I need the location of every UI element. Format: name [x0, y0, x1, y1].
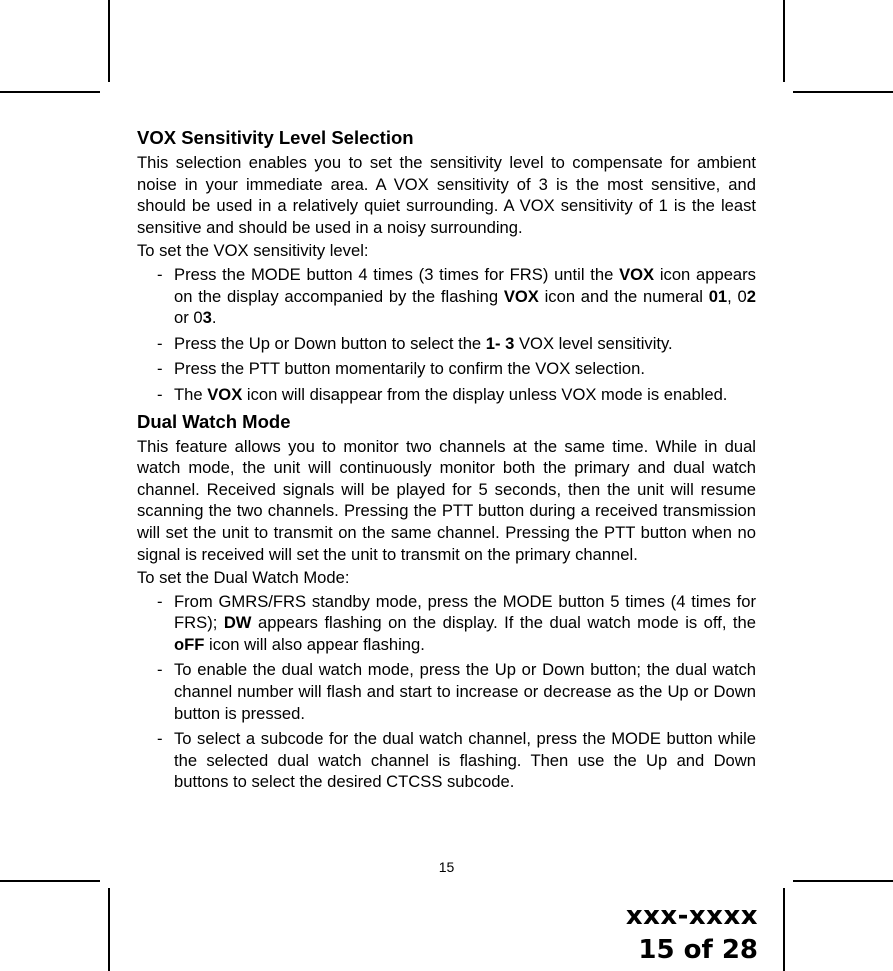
- list-item: - To enable the dual watch mode, press the Up or Down button; the dual watch channel number will flash and start to increase or decrease as the Up or Down button is pressed.: [157, 660, 756, 723]
- list-item: - Press the Up or Down button to select the 1- 3 VOX level sensitivity.: [157, 333, 673, 353]
- list-item: - Press the MODE button 4 times (3 times for FRS) until the VOX icon appears on the display accompanied by the flashing VOX icon and the numeral 01, 02 or 03.: [157, 264, 756, 328]
- list-item: - From GMRS/FRS standby mode, press the MODE button 5 times (4 times for FRS); DW appears flashing on the display. If the dual watch mode is off, the oFF icon will also appear flashing.: [157, 591, 756, 654]
- page-number: 15: [438, 859, 455, 875]
- dash-bullet: -: [157, 729, 163, 749]
- dual-watch-heading: Dual Watch Mode: [137, 410, 291, 432]
- dash-bullet: -: [157, 264, 163, 284]
- dual-watch-lead: To set the Dual Watch Mode:: [137, 568, 350, 588]
- list-item: - The VOX icon will disappear from the display unless VOX mode is enabled.: [157, 384, 728, 404]
- list-item: - To select a subcode for the dual watch channel, press the MODE button while the selected dual watch channel is flashing. Then use the Up and Down buttons to select the desired CTCSS subcode.: [157, 729, 756, 792]
- crop-mark-bottom-left-v: [108, 888, 110, 971]
- page-of-total: 15 of 28: [638, 935, 758, 965]
- vox-sensitivity-paragraph: This selection enables you to set the sensitivity level to compensate for ambient noise in your immediate area. A VOX sensitivity of 3 is the most sensitive, and should be used in a relatively quiet surrounding. A VOX sensitivity of 1 is the least sensitive and should be used in a noisy surrounding.: [137, 153, 756, 237]
- dash-bullet: -: [157, 660, 163, 680]
- dash-bullet: -: [157, 384, 163, 404]
- dual-watch-paragraph: This feature allows you to monitor two channels at the same time. While in dual watch mode, the unit will continuously monitor both the primary and dual watch channel. Received signals will be played for 5 seconds, then the unit will resume scanning the two channels. Pressing the PTT button during a received transmission will set the unit to transmit on the same channel. Pressing the PTT button when no signal is received will set the unit to transmit on the primary channel.: [137, 436, 756, 564]
- vox-sensitivity-lead: To set the VOX sensitivity level:: [137, 241, 369, 261]
- dash-bullet: -: [157, 359, 163, 379]
- vox-sensitivity-heading: VOX Sensitivity Level Selection: [137, 127, 414, 148]
- page-content: [137, 126, 756, 797]
- crop-mark-top-left-v: [108, 0, 110, 82]
- crop-mark-top-right-v: [783, 0, 785, 82]
- vox-sensitivity-steps: [137, 264, 756, 406]
- dash-bullet: -: [157, 333, 163, 353]
- crop-mark-bottom-right-v: [783, 888, 785, 971]
- dash-bullet: -: [157, 591, 163, 611]
- crop-mark-bottom-right-h: [793, 880, 893, 882]
- crop-mark-top-left-h: [0, 91, 100, 93]
- document-code: xxx-xxxx: [625, 901, 758, 931]
- crop-mark-bottom-left-h: [0, 880, 100, 882]
- crop-mark-top-right-h: [793, 91, 893, 93]
- list-item: - Press the PTT button momentarily to confirm the VOX selection.: [157, 359, 645, 379]
- dual-watch-steps: [137, 591, 756, 793]
